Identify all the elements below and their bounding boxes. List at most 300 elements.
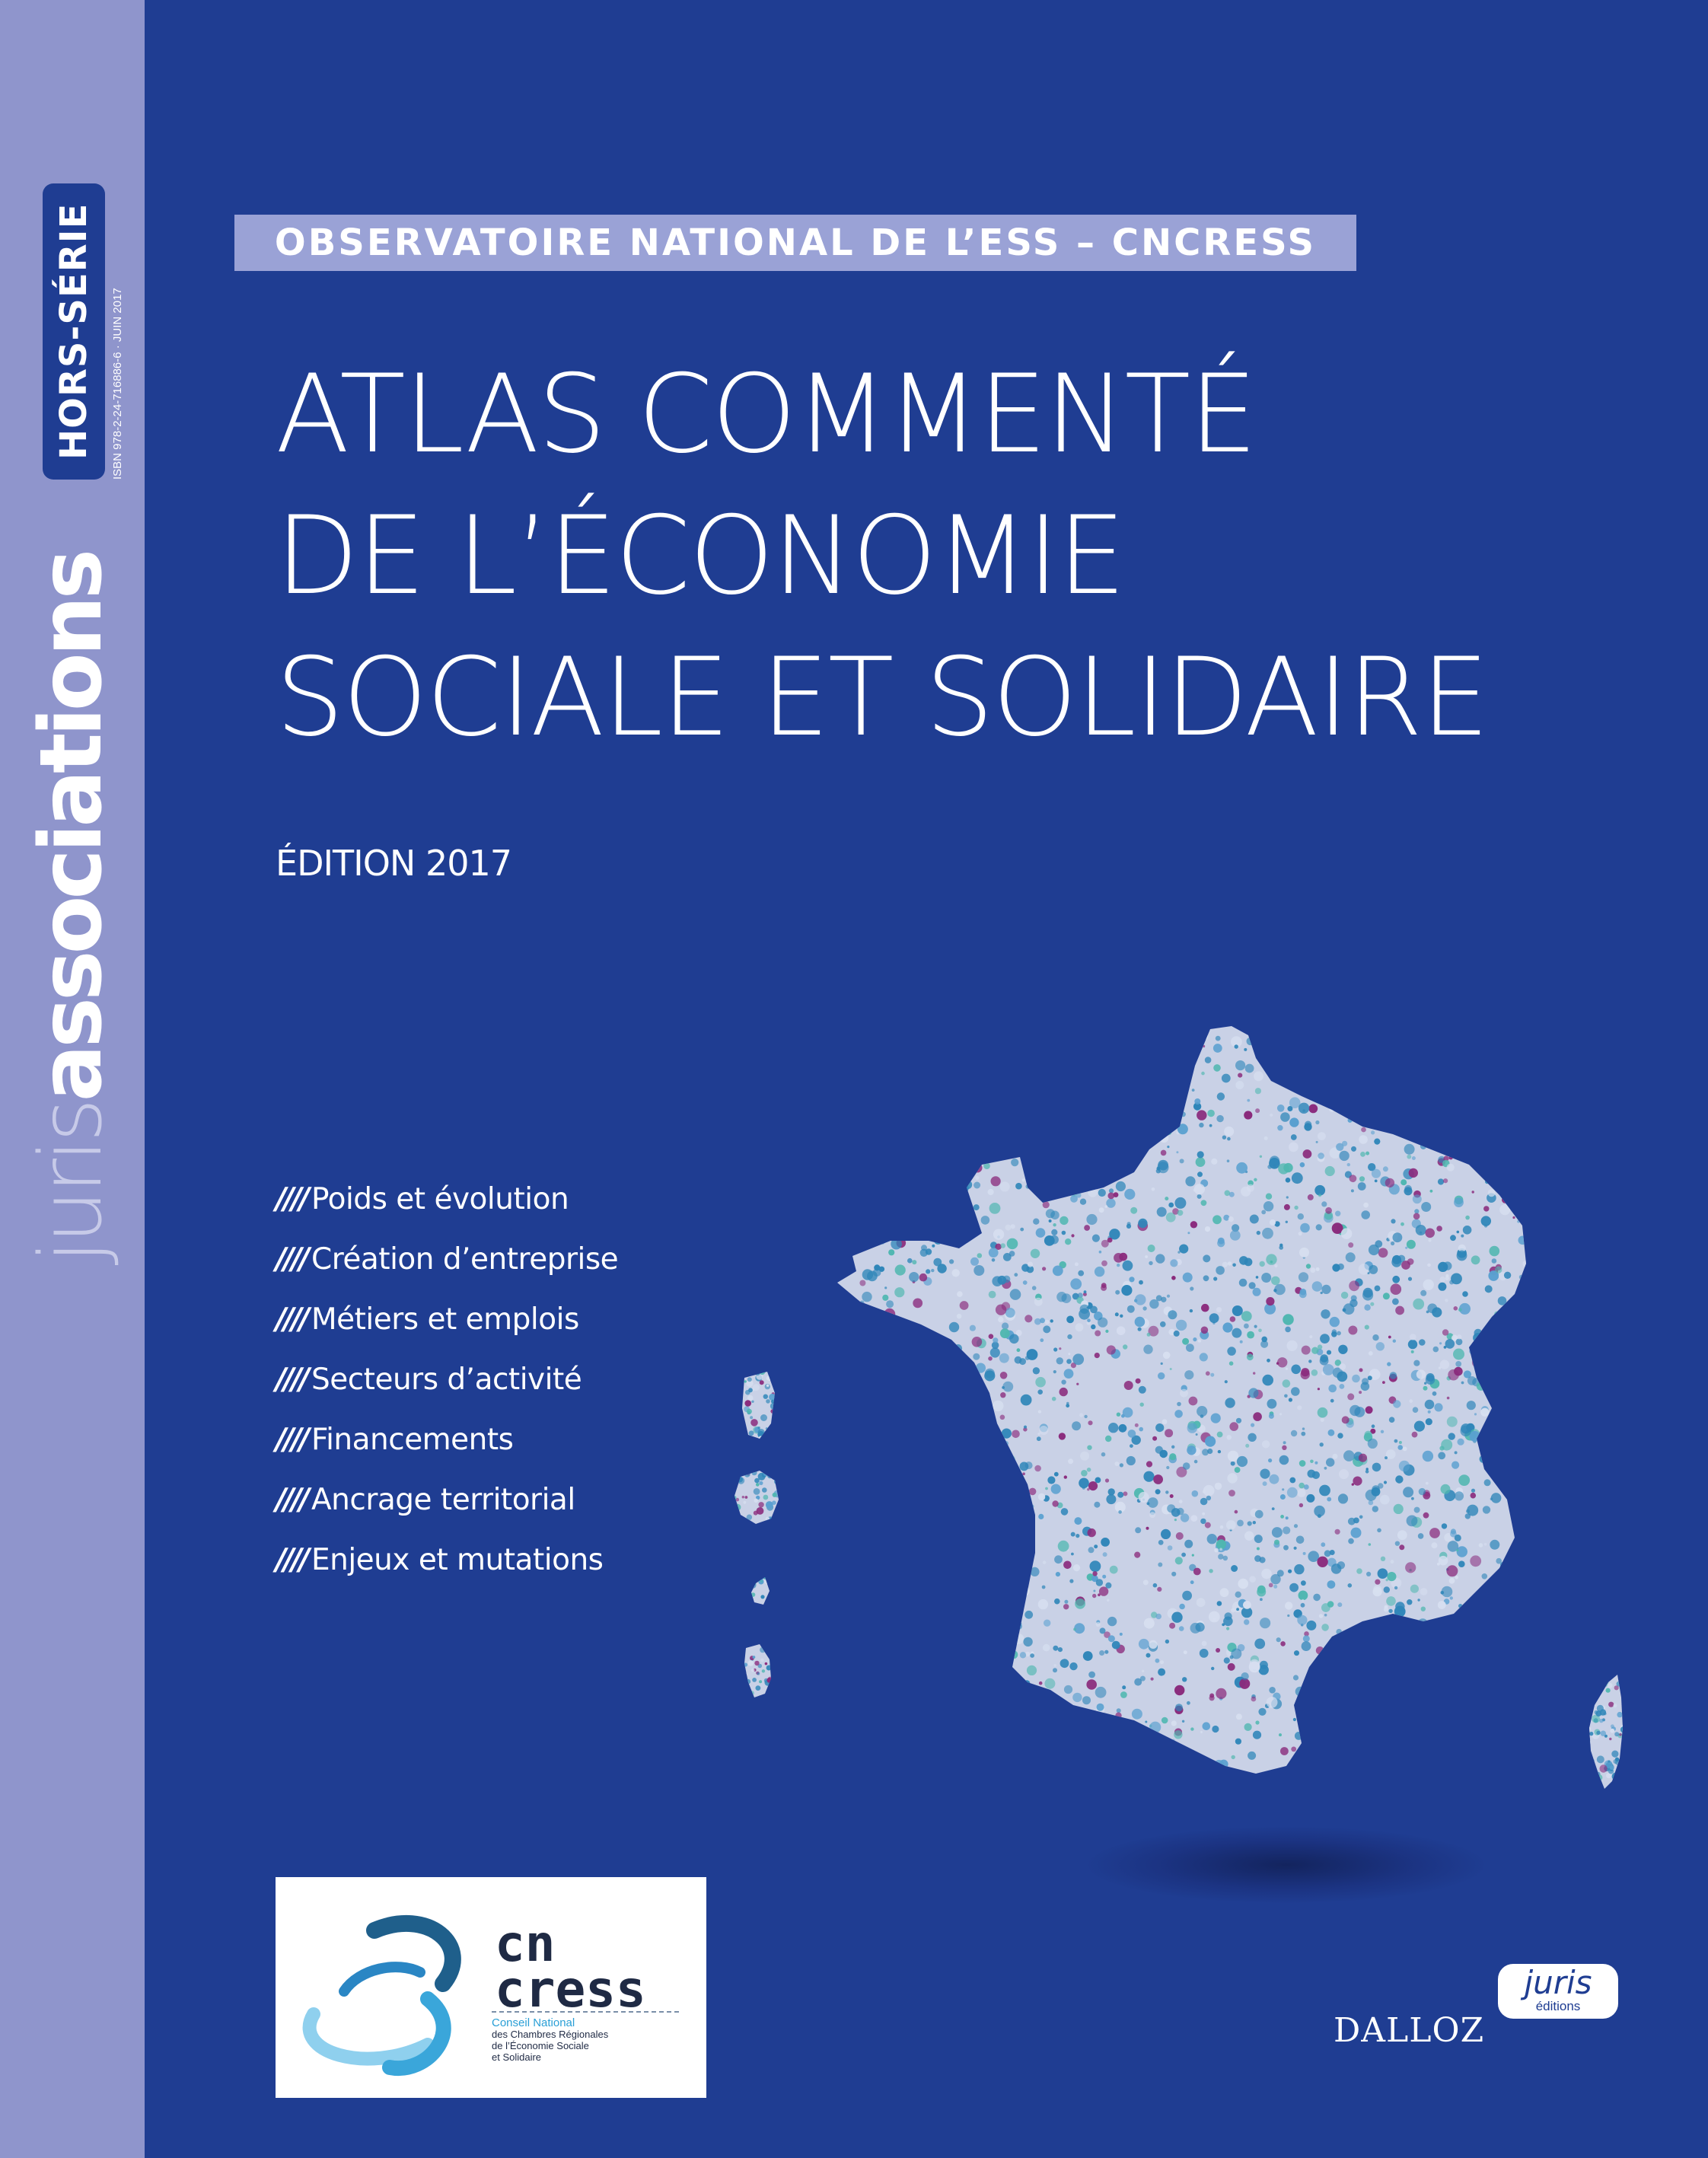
- map-dot: [1604, 1712, 1607, 1715]
- map-dot: [1465, 1216, 1470, 1220]
- map-dot: [844, 1024, 850, 1030]
- map-dot: [1002, 1322, 1009, 1329]
- map-dot: [966, 1382, 977, 1393]
- map-dot: [1083, 1651, 1093, 1661]
- map-dot: [1322, 1093, 1333, 1104]
- map-dot: [1174, 1331, 1180, 1337]
- map-dot: [954, 1344, 963, 1353]
- map-dot: [926, 1143, 929, 1146]
- map-dot: [838, 1071, 845, 1078]
- map-dot: [1407, 1240, 1416, 1249]
- map-dot: [1280, 1112, 1290, 1122]
- map-dot: [887, 1340, 891, 1343]
- map-dot: [1145, 1131, 1147, 1133]
- map-dot: [928, 1134, 937, 1143]
- map-dot: [1349, 1683, 1353, 1688]
- map-dot: [1149, 1512, 1155, 1518]
- map-dot: [885, 1431, 896, 1442]
- map-dot: [1129, 1277, 1134, 1282]
- map-dot: [1588, 1681, 1594, 1687]
- map-dot: [1435, 1654, 1445, 1665]
- map-dot: [954, 1200, 963, 1209]
- map-dot: [1474, 1691, 1479, 1696]
- map-dot: [930, 1589, 934, 1593]
- map-dot: [1194, 1034, 1204, 1044]
- map-dot: [1130, 1017, 1139, 1026]
- map-dot: [1216, 1539, 1226, 1549]
- map-dot: [907, 1452, 911, 1457]
- map-dot: [1181, 1024, 1190, 1033]
- map-dot: [1372, 1334, 1378, 1340]
- map-dot: [893, 1612, 896, 1615]
- map-dot: [828, 1386, 836, 1394]
- map-dot: [1011, 1564, 1014, 1567]
- map-dot: [944, 1578, 950, 1584]
- map-dot: [872, 1228, 884, 1239]
- map-dot: [1213, 1044, 1222, 1053]
- map-dot: [1516, 1710, 1518, 1712]
- map-dot: [1086, 1174, 1091, 1178]
- map-dot: [930, 1759, 933, 1762]
- map-dot: [1005, 1624, 1015, 1634]
- map-dot: [999, 1631, 1002, 1635]
- map-dot: [1192, 1554, 1194, 1557]
- map-dot: [743, 1429, 747, 1433]
- map-dot: [891, 1516, 895, 1521]
- map-dot: [829, 1066, 836, 1073]
- map-dot: [1073, 1628, 1076, 1631]
- map-dot: [908, 1148, 918, 1158]
- map-dot: [844, 1089, 846, 1092]
- map-dot: [867, 1758, 876, 1768]
- map-dot: [864, 1389, 874, 1399]
- map-dot: [1168, 1310, 1177, 1319]
- map-dot: [973, 1265, 984, 1276]
- map-dot: [1018, 1767, 1021, 1771]
- map-dot: [1483, 1506, 1490, 1513]
- map-dot: [877, 1465, 884, 1471]
- map-dot: [923, 1681, 927, 1685]
- map-dot: [1428, 1071, 1433, 1076]
- map-dot: [1313, 1594, 1321, 1602]
- map-dot: [1087, 1488, 1089, 1490]
- map-dot: [893, 1590, 897, 1594]
- map-dot: [1179, 1245, 1188, 1254]
- map-dot: [1294, 1206, 1298, 1210]
- map-dot: [1505, 1629, 1507, 1631]
- map-dot: [913, 1486, 919, 1492]
- map-dot: [1279, 1245, 1283, 1250]
- map-dot: [862, 1082, 867, 1087]
- map-dot: [983, 1144, 992, 1153]
- map-dot: [1039, 1764, 1047, 1772]
- map-dot: [1296, 1536, 1305, 1544]
- map-dot: [952, 1054, 963, 1065]
- map-dot: [1487, 1085, 1493, 1091]
- map-dot: [914, 1717, 924, 1726]
- map-dot: [1005, 1455, 1015, 1465]
- map-dot: [899, 1334, 907, 1343]
- map-dot: [826, 1562, 835, 1571]
- map-dot: [1094, 1502, 1100, 1508]
- map-dot: [869, 1581, 875, 1587]
- map-dot: [1353, 1518, 1359, 1524]
- map-dot: [1139, 1745, 1142, 1749]
- map-dot: [738, 1422, 742, 1426]
- map-dot: [1313, 1763, 1319, 1769]
- map-dot: [999, 1353, 1009, 1363]
- map-dot: [1123, 1344, 1127, 1349]
- map-dot: [764, 1579, 770, 1584]
- map-dot: [1592, 1759, 1595, 1761]
- map-dot: [736, 1465, 740, 1468]
- map-dot: [913, 1470, 923, 1480]
- map-dot: [907, 1047, 916, 1057]
- map-dot: [970, 1490, 973, 1493]
- map-dot: [1477, 1630, 1487, 1640]
- map-dot: [862, 1016, 871, 1025]
- map-dot: [1249, 1576, 1256, 1583]
- map-dot: [931, 1567, 935, 1571]
- map-dot: [902, 1532, 910, 1539]
- map-dot: [932, 1245, 935, 1248]
- map-dot: [1286, 1516, 1289, 1519]
- map-dot: [1052, 1397, 1056, 1401]
- map-dot: [955, 1108, 967, 1119]
- map-dot: [1034, 1465, 1041, 1472]
- map-dot: [892, 1573, 900, 1581]
- map-dot: [1518, 1343, 1521, 1345]
- map-dot: [1283, 1526, 1290, 1534]
- map-dot: [1255, 1108, 1260, 1113]
- map-dot: [1054, 1029, 1058, 1033]
- map-dot: [1117, 1492, 1123, 1498]
- map-dot: [1436, 1226, 1442, 1232]
- map-dot: [932, 1416, 935, 1419]
- map-dot: [859, 1557, 868, 1567]
- map-dot: [917, 1641, 926, 1650]
- map-dot: [1462, 1124, 1470, 1131]
- map-dot: [828, 1427, 833, 1432]
- map-dot: [867, 1400, 870, 1403]
- map-dot: [862, 1292, 872, 1302]
- map-dot: [1499, 1778, 1504, 1783]
- map-dot: [1244, 1048, 1247, 1051]
- map-dot: [748, 1388, 753, 1392]
- map-dot: [1115, 1078, 1123, 1085]
- map-dot: [1609, 1672, 1614, 1677]
- map-dot: [1318, 1344, 1322, 1349]
- map-dot: [1241, 1672, 1248, 1680]
- map-dot: [1263, 1481, 1267, 1486]
- map-dot: [907, 1430, 912, 1435]
- map-dot: [1418, 1743, 1429, 1754]
- map-dot: [1155, 1659, 1160, 1663]
- map-dot: [1500, 1097, 1507, 1104]
- map-dot: [1489, 1777, 1496, 1783]
- map-dot: [1030, 1739, 1039, 1748]
- map-dot: [1005, 1752, 1016, 1764]
- map-dot: [882, 1295, 888, 1301]
- map-dot: [1441, 1674, 1448, 1681]
- map-dot: [880, 1474, 890, 1484]
- map-dot: [886, 1174, 892, 1180]
- map-dot: [876, 1764, 885, 1774]
- map-dot: [1300, 1223, 1310, 1233]
- map-dot: [1210, 1373, 1214, 1377]
- map-dot: [1190, 1221, 1197, 1228]
- map-dot: [893, 1739, 897, 1743]
- map-dot: [1135, 1527, 1141, 1533]
- map-dot: [1063, 1604, 1069, 1609]
- map-dot: [1415, 1058, 1418, 1061]
- map-dot: [1325, 1017, 1334, 1026]
- map-dot: [1128, 1430, 1136, 1438]
- map-dot: [857, 1606, 867, 1616]
- map-dot: [852, 1203, 859, 1210]
- map-dot: [939, 1701, 946, 1707]
- map-dot: [1101, 1538, 1110, 1547]
- map-dot: [1049, 1028, 1053, 1032]
- map-dot: [1509, 1441, 1514, 1446]
- map-dot: [750, 1419, 758, 1426]
- map-dot: [873, 1711, 881, 1720]
- map-dot: [1088, 1187, 1098, 1197]
- map-dot: [936, 1607, 945, 1616]
- map-dot: [738, 1427, 743, 1432]
- map-dot: [1505, 1141, 1509, 1145]
- map-dot: [1515, 1395, 1520, 1400]
- map-dot: [1142, 1732, 1149, 1740]
- map-dot: [1398, 1632, 1409, 1643]
- topic-prefix: ////: [276, 1423, 307, 1457]
- map-dot: [1072, 1421, 1081, 1430]
- map-dot: [1172, 1739, 1175, 1742]
- map-dot: [1194, 1098, 1200, 1105]
- map-dot: [865, 1491, 875, 1502]
- overseas-islands: [728, 1366, 785, 1704]
- map-dot: [1286, 1368, 1288, 1370]
- map-dot: [1488, 1758, 1497, 1768]
- map-dot: [1243, 1601, 1251, 1609]
- map-dot: [1423, 1386, 1428, 1391]
- map-dot: [1440, 1277, 1445, 1282]
- map-dot: [1299, 1232, 1302, 1235]
- map-dot: [894, 1417, 897, 1420]
- map-dot: [875, 1771, 877, 1774]
- map-dot: [1395, 1602, 1404, 1611]
- map-dot: [1269, 1474, 1279, 1484]
- map-dot: [1599, 1670, 1604, 1675]
- map-dot: [1426, 1311, 1429, 1314]
- map-dot: [1341, 1757, 1348, 1764]
- map-dot: [1373, 1755, 1381, 1762]
- map-dot: [1457, 1231, 1460, 1234]
- map-dot: [779, 1466, 783, 1470]
- map-dot: [1027, 1666, 1037, 1675]
- map-dot: [1183, 1273, 1193, 1283]
- map-dot: [731, 1507, 735, 1512]
- map-dot: [1471, 1721, 1480, 1729]
- map-dot: [1450, 1235, 1456, 1241]
- map-dot: [1068, 1120, 1075, 1127]
- map-dot: [1386, 1660, 1391, 1666]
- map-dot: [1155, 1254, 1165, 1263]
- map-dot: [1267, 1399, 1277, 1409]
- map-dot: [955, 1656, 961, 1662]
- map-dot: [1443, 1261, 1451, 1270]
- map-dot: [951, 1084, 954, 1087]
- map-dot: [1080, 1199, 1086, 1205]
- map-dot: [932, 1222, 936, 1226]
- map-dot: [1336, 1629, 1342, 1635]
- map-dot: [1305, 1736, 1311, 1742]
- topic-label: Création d’entreprise: [311, 1242, 619, 1277]
- map-dot: [1417, 1599, 1420, 1601]
- map-dot: [1252, 1776, 1259, 1783]
- map-dot: [1485, 1602, 1491, 1608]
- map-dot: [1174, 1519, 1177, 1521]
- map-dot: [993, 1568, 1002, 1577]
- map-dot: [1086, 1214, 1097, 1225]
- map-dot: [1043, 1073, 1047, 1077]
- map-dot: [902, 1111, 909, 1118]
- map-dot: [872, 1716, 882, 1726]
- map-dot: [1238, 1073, 1242, 1078]
- map-dot: [1482, 1573, 1488, 1579]
- map-dot: [1527, 1201, 1529, 1203]
- map-dot: [952, 1586, 959, 1592]
- map-dot: [984, 1076, 996, 1088]
- map-dot: [1016, 1773, 1023, 1780]
- map-dot: [958, 1687, 965, 1694]
- map-dot: [1330, 1317, 1340, 1327]
- map-dot: [1044, 1069, 1047, 1072]
- map-dot: [970, 1325, 976, 1331]
- map-dot: [1115, 1713, 1121, 1719]
- map-dot: [1264, 1136, 1268, 1140]
- map-dot: [1255, 1510, 1263, 1519]
- map-dot: [920, 1439, 926, 1444]
- map-dot: [1124, 1042, 1136, 1053]
- map-dot: [1624, 1702, 1630, 1707]
- map-dot: [1095, 1093, 1104, 1102]
- map-dot: [1179, 1500, 1183, 1503]
- map-dot: [1040, 1318, 1045, 1323]
- topic-label: Métiers et emplois: [311, 1302, 579, 1337]
- map-dot: [881, 1766, 889, 1774]
- map-dot: [1439, 1682, 1450, 1694]
- map-dot: [1337, 1708, 1345, 1716]
- map-dot: [1447, 1755, 1455, 1764]
- map-dot: [868, 1184, 872, 1188]
- map-dot: [829, 1678, 835, 1685]
- map-dot: [957, 1185, 959, 1187]
- map-dot: [1483, 1037, 1490, 1044]
- map-dot: [1384, 1481, 1387, 1484]
- map-dot: [770, 1403, 777, 1410]
- map-dot: [976, 1130, 981, 1136]
- map-dot: [992, 1615, 1000, 1624]
- map-dot: [1308, 1194, 1314, 1200]
- map-dot: [1072, 1124, 1080, 1131]
- map-dot: [1621, 1789, 1626, 1793]
- map-dot: [1328, 1385, 1337, 1393]
- map-dot: [1200, 1353, 1208, 1361]
- map-dot: [1143, 1579, 1149, 1585]
- map-dot: [759, 1436, 763, 1440]
- map-dot: [943, 1643, 946, 1646]
- map-dot: [1034, 1298, 1043, 1306]
- map-dot: [1619, 1678, 1625, 1685]
- map-dot: [948, 1390, 957, 1398]
- map-dot: [1614, 1685, 1619, 1690]
- topic-label: Ancrage territorial: [311, 1483, 575, 1517]
- map-dot: [1124, 1189, 1135, 1200]
- map-dot: [1303, 1635, 1310, 1642]
- map-dot: [1359, 1516, 1363, 1519]
- map-dot: [1218, 1554, 1223, 1559]
- map-dot: [857, 1736, 859, 1738]
- brand-juris: juris: [22, 1101, 121, 1264]
- map-dot: [742, 1674, 747, 1678]
- map-dot: [1458, 1710, 1466, 1717]
- map-dot: [1405, 1732, 1415, 1742]
- map-dot: [754, 1661, 759, 1666]
- map-dot: [1200, 1649, 1209, 1658]
- map-dot: [1324, 1722, 1330, 1729]
- map-dot: [1504, 1272, 1511, 1279]
- map-dot: [1177, 1210, 1184, 1216]
- map-dot: [1429, 1761, 1435, 1766]
- map-dot: [1222, 1136, 1226, 1140]
- map-dot: [1499, 1204, 1510, 1215]
- map-dot: [1179, 1626, 1184, 1631]
- map-dot: [1251, 1697, 1257, 1702]
- map-dot: [1369, 1351, 1373, 1356]
- map-dot: [1447, 1038, 1453, 1044]
- map-dot: [993, 1570, 1002, 1579]
- map-dot: [1123, 1491, 1127, 1496]
- map-dot: [896, 1706, 906, 1716]
- map-dot: [926, 1501, 935, 1510]
- map-dot: [1069, 1579, 1073, 1583]
- map-dot: [1326, 1458, 1334, 1466]
- map-dot: [1455, 1361, 1461, 1367]
- map-dot: [855, 1301, 861, 1307]
- map-dot: [969, 1370, 973, 1375]
- map-dot: [837, 1222, 846, 1231]
- map-dot: [1258, 1329, 1262, 1333]
- map-dot: [950, 1531, 955, 1536]
- map-dot: [1359, 1642, 1365, 1647]
- map-dot: [859, 1280, 865, 1286]
- map-dot: [933, 1597, 939, 1603]
- map-dot: [859, 1408, 868, 1417]
- map-dot: [1301, 1432, 1305, 1436]
- map-dot: [1442, 1736, 1444, 1738]
- topic-item: [276, 1470, 618, 1530]
- map-dot: [1608, 1760, 1610, 1762]
- map-dot: [845, 1150, 852, 1157]
- map-dot: [850, 1636, 854, 1640]
- map-dot: [1447, 1164, 1455, 1171]
- map-dot: [1071, 1532, 1075, 1537]
- map-dot: [878, 1525, 889, 1537]
- map-dot: [942, 1182, 948, 1187]
- map-dot: [749, 1430, 754, 1436]
- map-dot: [1504, 1419, 1511, 1426]
